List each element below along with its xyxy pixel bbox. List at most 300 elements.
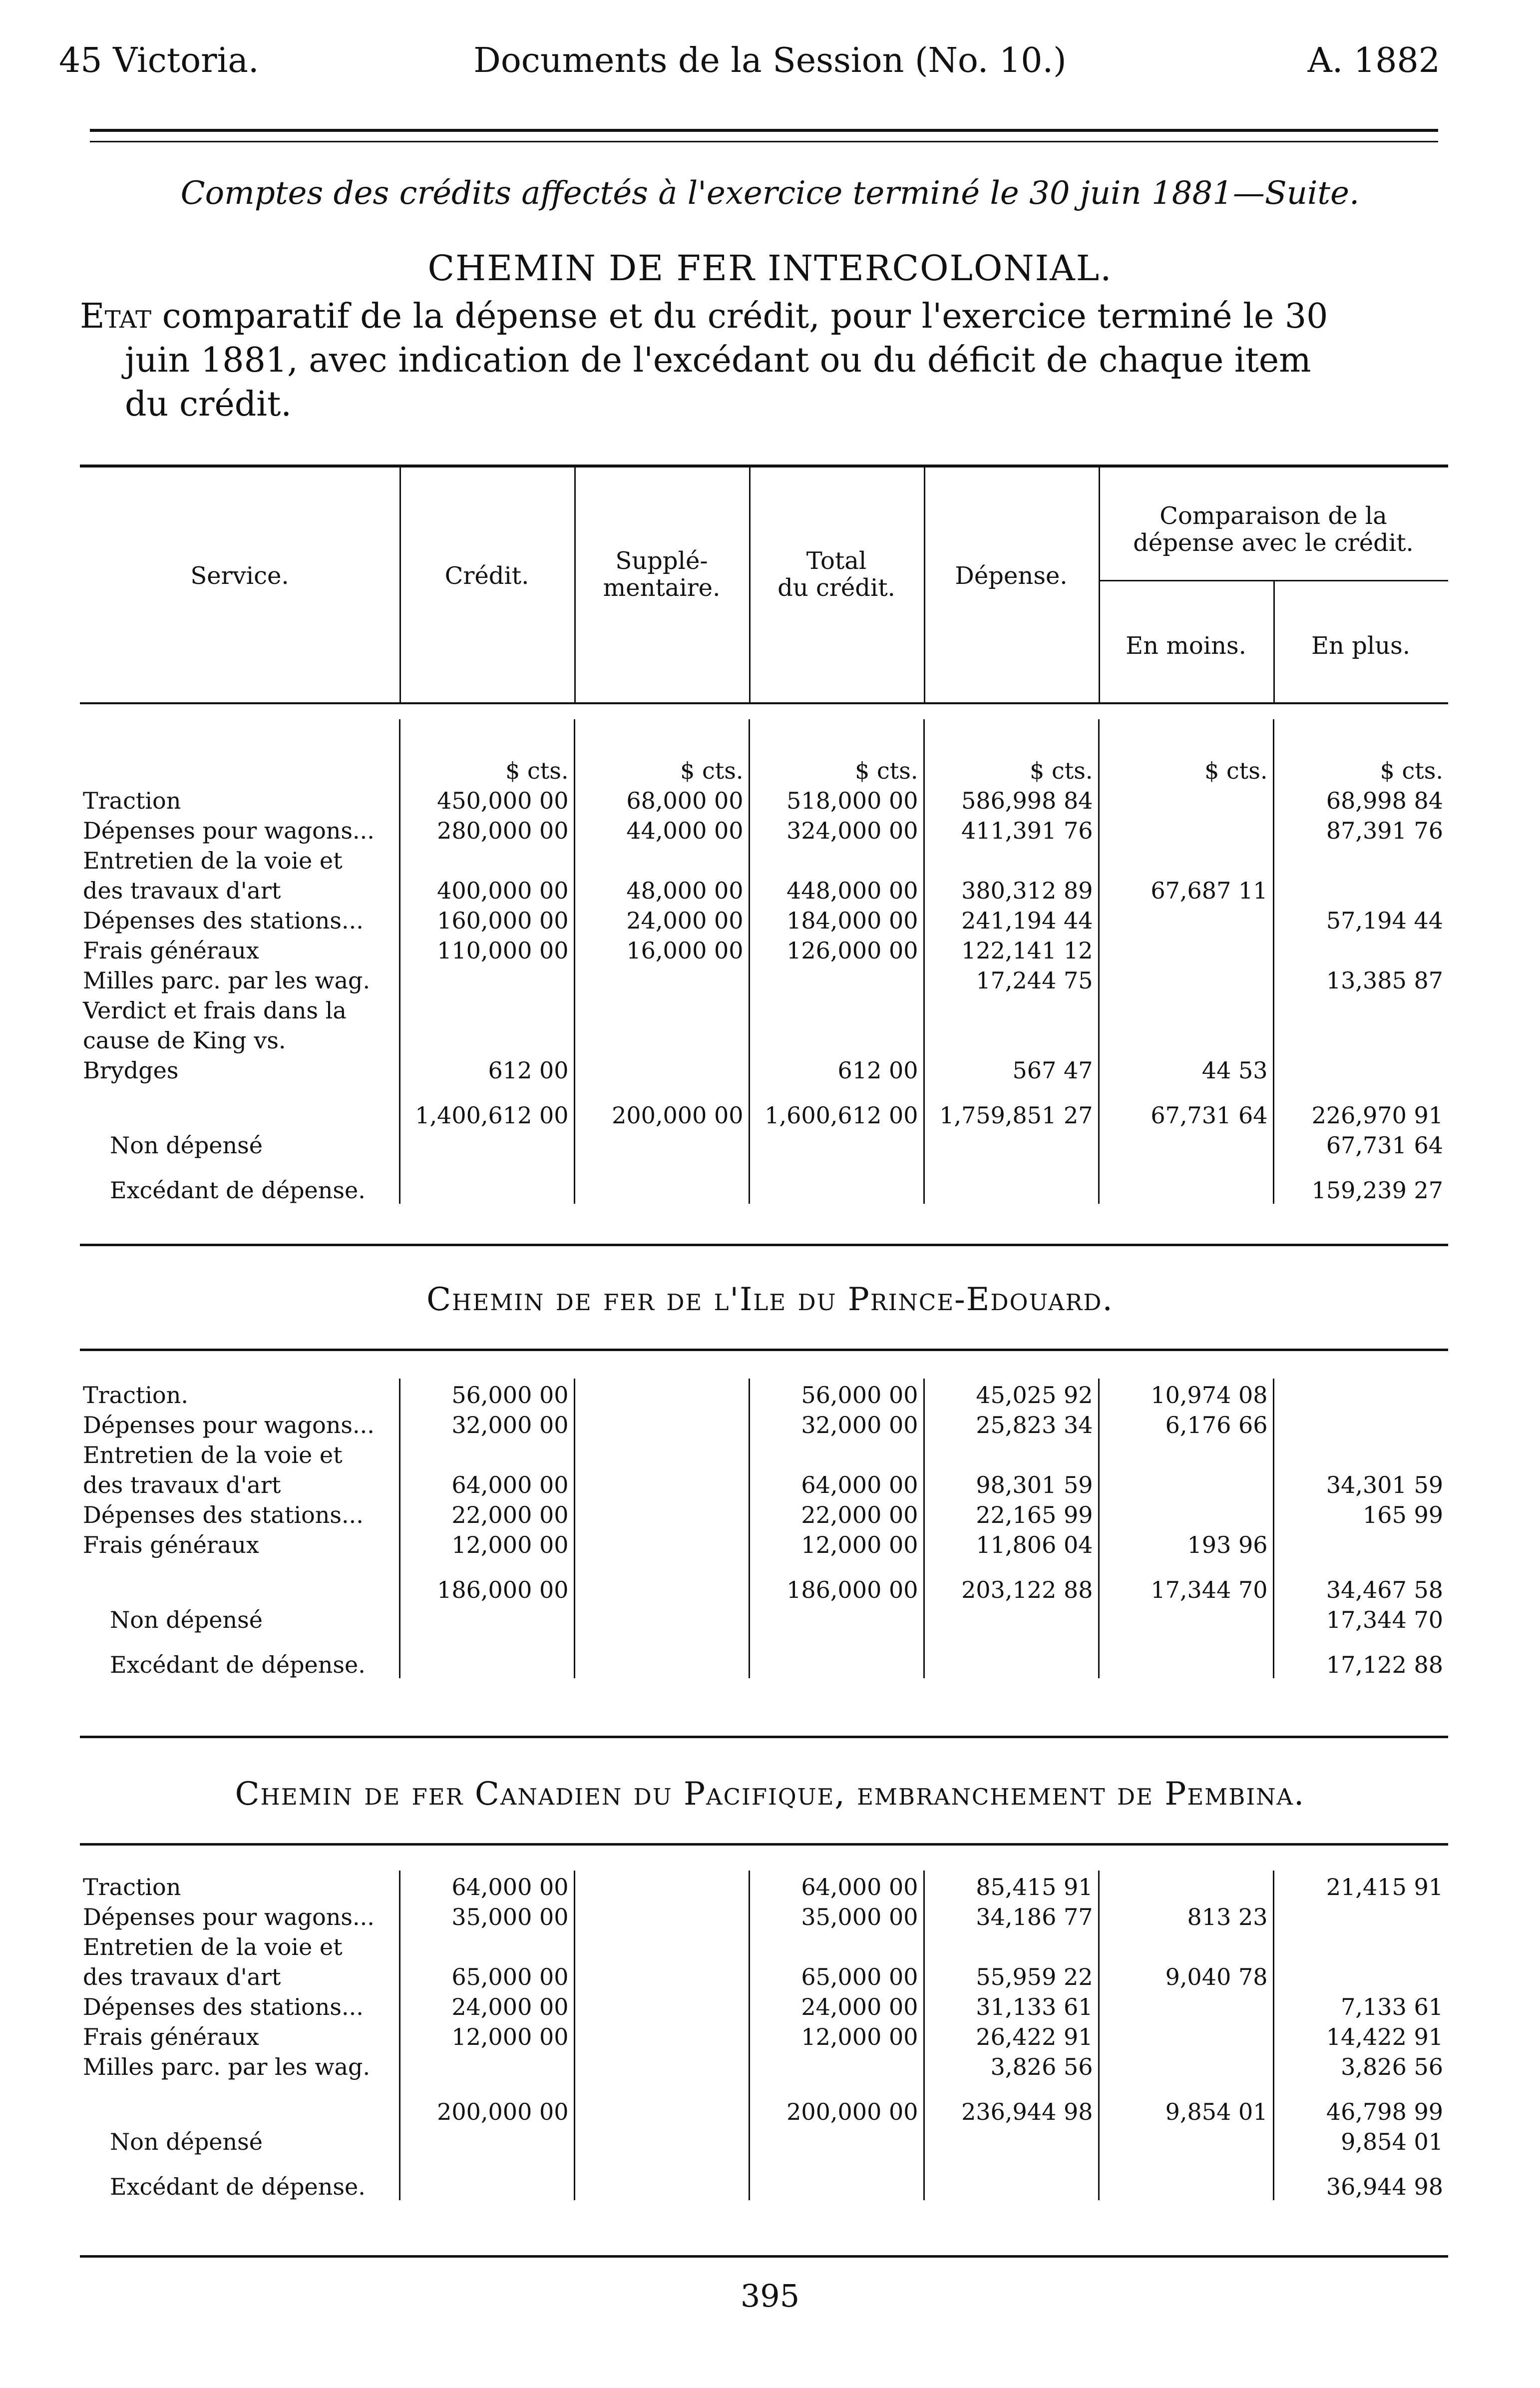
unit-cell: $ cts. (1273, 719, 1448, 784)
credit-cell (399, 964, 574, 994)
en-plus-cell: 34,467 58 (1273, 1558, 1448, 1603)
en-moins-cell (1099, 994, 1273, 1024)
total-cell: 612 00 (749, 1054, 924, 1084)
excedant-label: Excédant de dépense. (110, 1177, 366, 1204)
empty-cell (749, 1603, 924, 1633)
en-plus-cell: 3,826 56 (1273, 2050, 1448, 2080)
credit-cell (399, 1438, 574, 1468)
depense-cell: 11,806 04 (924, 1528, 1099, 1558)
credit-cell: 186,000 00 (399, 1558, 574, 1603)
en-moins-cell: 17,344 70 (1099, 1558, 1273, 1603)
section-rule (80, 2255, 1448, 2258)
supplementaire-cell (574, 1960, 749, 1990)
credit-cell: 1,400,612 00 (399, 1084, 574, 1129)
en-plus-cell (1273, 1960, 1448, 1990)
pembina-title: Chemin de fer Canadien du Pacifique, embranchement de Pembina. (235, 1776, 1305, 1813)
total-cell: 32,000 00 (749, 1409, 924, 1438)
depense-cell: 567 47 (924, 1054, 1099, 1084)
supplementaire-cell: 44,000 00 (574, 814, 749, 844)
service-cell: Traction (83, 1874, 181, 1901)
en-moins-cell: 9,854 01 (1099, 2080, 1273, 2125)
table-row (80, 814, 1448, 844)
empty-cell (399, 1159, 574, 1204)
en-moins-cell (1099, 904, 1273, 934)
en-plus-cell: 46,798 99 (1273, 2080, 1448, 2125)
unit-cell: $ cts. (749, 719, 924, 784)
en-plus-cell (1273, 1054, 1448, 1084)
total-cell (749, 1024, 924, 1054)
total-cell: 518,000 00 (749, 784, 924, 814)
en-plus-cell: 34,301 59 (1273, 1468, 1448, 1498)
credit-cell: 160,000 00 (399, 904, 574, 934)
empty-cell (574, 2125, 749, 2155)
table-row (80, 1024, 1448, 1054)
service-cell (80, 1558, 399, 1603)
empty-cell (574, 1603, 749, 1633)
depense-cell: 31,133 61 (924, 1990, 1099, 2020)
depense-cell: 411,391 76 (924, 814, 1099, 844)
en-plus-cell (1273, 1379, 1448, 1409)
section-rule (80, 1736, 1448, 1738)
credit-cell: 32,000 00 (399, 1409, 574, 1438)
credit-cell: 12,000 00 (399, 2020, 574, 2050)
header-center: Documents de la Session (No. 10.) (473, 41, 1067, 80)
empty-cell (1099, 1603, 1273, 1633)
supplementaire-cell (574, 964, 749, 994)
credit-cell (399, 994, 574, 1024)
en-plus-cell (1273, 1024, 1448, 1054)
en-plus-cell (1273, 994, 1448, 1024)
col-supplementaire-line-2: mentaire. (603, 574, 721, 602)
total-cell (749, 994, 924, 1024)
credit-cell: 65,000 00 (399, 1960, 574, 1990)
service-cell: Dépenses des stations... (83, 1993, 364, 2020)
supplementaire-cell (574, 1498, 749, 1528)
empty-cell (574, 2155, 749, 2200)
service-cell: Dépenses des stations... (83, 1501, 364, 1528)
en-plus-cell: 17,122 88 (1273, 1633, 1448, 1678)
service-cell: Traction (83, 787, 181, 814)
empty-cell (749, 2125, 924, 2155)
depense-cell: 380,312 89 (924, 874, 1099, 904)
supplementaire-cell: 200,000 00 (574, 1084, 749, 1129)
total-cell: 324,000 00 (749, 814, 924, 844)
empty-cell (749, 2155, 924, 2200)
service-cell: Dépenses des stations... (83, 907, 364, 934)
service-cell: Verdict et frais dans la (83, 997, 347, 1024)
depense-cell: 55,959 22 (924, 1960, 1099, 1990)
supplementaire-cell (574, 1379, 749, 1409)
excedant-label: Excédant de dépense. (110, 1651, 366, 1678)
page-number: 395 (740, 2278, 800, 2314)
service-cell: Entretien de la voie et (83, 1441, 343, 1468)
excedant-row (80, 2155, 1448, 2200)
en-moins-cell: 813 23 (1099, 1901, 1273, 1930)
empty-cell (1099, 1129, 1273, 1159)
total-cell (749, 1438, 924, 1468)
totals-row (80, 2080, 1448, 2125)
col-total (749, 547, 924, 601)
supplementaire-cell (574, 1901, 749, 1930)
en-moins-cell: 10,974 08 (1099, 1379, 1273, 1409)
en-plus-cell: 226,970 91 (1273, 1084, 1448, 1129)
empty-cell (574, 1129, 749, 1159)
en-moins-cell (1099, 1438, 1273, 1468)
total-cell: 24,000 00 (749, 1990, 924, 2020)
unit-cell: $ cts. (924, 719, 1099, 784)
header-right: A. 1882 (1307, 41, 1440, 80)
total-cell: 126,000 00 (749, 934, 924, 964)
service-cell: des travaux d'art (83, 877, 281, 904)
depense-cell: 3,826 56 (924, 2050, 1099, 2080)
depense-cell: 241,194 44 (924, 904, 1099, 934)
credit-cell: 35,000 00 (399, 1901, 574, 1930)
table-row (80, 1409, 1448, 1438)
depense-cell (924, 1930, 1099, 1960)
table-row (80, 904, 1448, 934)
page-title: CHEMIN DE FER INTERCOLONIAL. (427, 248, 1113, 289)
depense-cell: 85,415 91 (924, 1871, 1099, 1901)
en-moins-cell (1099, 1871, 1273, 1901)
non-depense-row (80, 1129, 1448, 1159)
depense-cell: 122,141 12 (924, 934, 1099, 964)
supplementaire-cell (574, 2050, 749, 2080)
page-subtitle: Comptes des crédits affectés à l'exercice terminé le 30 juin 1881—Suite. (180, 175, 1360, 212)
credit-cell: 450,000 00 (399, 784, 574, 814)
credit-cell (399, 1930, 574, 1960)
empty-cell (924, 1603, 1099, 1633)
en-plus-cell: 14,422 91 (1273, 2020, 1448, 2050)
empty-cell (574, 1159, 749, 1204)
non-depense-label: Non dépensé (110, 1132, 263, 1159)
col-depense: Dépense. (955, 562, 1068, 590)
col-total-line-2: du crédit. (777, 574, 895, 602)
empty-cell (924, 1159, 1099, 1204)
service-cell: Brydges (83, 1057, 179, 1084)
supplementaire-cell (574, 2020, 749, 2050)
depense-cell: 25,823 34 (924, 1409, 1099, 1438)
depense-cell (924, 994, 1099, 1024)
service-cell: Entretien de la voie et (83, 1933, 343, 1960)
en-moins-cell (1099, 1468, 1273, 1498)
credit-cell: 200,000 00 (399, 2080, 574, 2125)
empty-cell (399, 2155, 574, 2200)
empty-cell (399, 1129, 574, 1159)
en-moins-cell (1099, 814, 1273, 844)
en-plus-cell: 67,731 64 (1273, 1129, 1448, 1159)
supplementaire-cell (574, 1468, 749, 1498)
credit-cell (399, 1024, 574, 1054)
depense-cell: 236,944 98 (924, 2080, 1099, 2125)
service-cell: Dépenses pour wagons... (83, 817, 375, 844)
table-row (80, 1379, 1448, 1409)
depense-cell: 17,244 75 (924, 964, 1099, 994)
service-cell: Traction. (83, 1382, 188, 1409)
col-comparaison-line-1: Comparaison de la (1159, 502, 1387, 530)
empty-cell (749, 1129, 924, 1159)
depense-cell: 586,998 84 (924, 784, 1099, 814)
credit-cell: 612 00 (399, 1054, 574, 1084)
excedant-row (80, 1633, 1448, 1678)
depense-cell (924, 1024, 1099, 1054)
table-row (80, 2020, 1448, 2050)
en-plus-cell: 68,998 84 (1273, 784, 1448, 814)
service-cell (80, 2080, 399, 2125)
service-cell (80, 1084, 399, 1129)
excedant-row (80, 1159, 1448, 1204)
credit-cell (399, 2050, 574, 2080)
depense-cell: 203,122 88 (924, 1558, 1099, 1603)
en-moins-cell: 9,040 78 (1099, 1960, 1273, 1990)
en-plus-cell: 9,854 01 (1273, 2125, 1448, 2155)
supplementaire-cell (574, 994, 749, 1024)
non-depense-label: Non dépensé (110, 2128, 263, 2155)
non-depense-row (80, 2125, 1448, 2155)
intercolonial-table (80, 719, 1448, 1204)
section-rule (80, 1244, 1448, 1246)
table-row (80, 1990, 1448, 2020)
total-cell: 22,000 00 (749, 1498, 924, 1528)
en-plus-cell: 13,385 87 (1273, 964, 1448, 994)
total-cell (749, 964, 924, 994)
empty-cell (1099, 2155, 1273, 2200)
col-credit: Crédit. (444, 562, 529, 590)
en-moins-cell: 6,176 66 (1099, 1409, 1273, 1438)
table-row (80, 1438, 1448, 1468)
en-plus-cell (1273, 1438, 1448, 1468)
supplementaire-cell (574, 1930, 749, 1960)
total-cell: 448,000 00 (749, 874, 924, 904)
unit-cell: $ cts. (574, 719, 749, 784)
total-cell: 12,000 00 (749, 1528, 924, 1558)
unit-cell: $ cts. (1099, 719, 1273, 784)
col-comparaison-line-2: dépense avec le crédit. (1133, 529, 1414, 557)
empty-cell (749, 1159, 924, 1204)
supplementaire-cell (574, 1528, 749, 1558)
en-plus-cell (1273, 844, 1448, 874)
table-row (80, 1468, 1448, 1498)
service-cell: Frais généraux (83, 1531, 259, 1558)
en-moins-cell (1099, 1930, 1273, 1960)
en-moins-cell: 44 53 (1099, 1054, 1273, 1084)
totals-row (80, 1558, 1448, 1603)
table-row (80, 1054, 1448, 1084)
empty-cell (924, 2125, 1099, 2155)
depense-cell: 26,422 91 (924, 2020, 1099, 2050)
en-plus-cell (1273, 934, 1448, 964)
table-row (80, 1960, 1448, 1990)
en-moins-cell (1099, 934, 1273, 964)
credit-cell: 24,000 00 (399, 1990, 574, 2020)
total-cell: 184,000 00 (749, 904, 924, 934)
en-plus-cell (1273, 1528, 1448, 1558)
table-row (80, 1901, 1448, 1930)
credit-cell: 22,000 00 (399, 1498, 574, 1528)
supplementaire-cell (574, 1558, 749, 1603)
empty-cell (1099, 1633, 1273, 1678)
non-depense-label: Non dépensé (110, 1606, 263, 1633)
pembina-table (80, 1871, 1448, 2200)
total-cell: 12,000 00 (749, 2020, 924, 2050)
supplementaire-cell: 16,000 00 (574, 934, 749, 964)
credit-cell: 110,000 00 (399, 934, 574, 964)
en-moins-cell (1099, 1498, 1273, 1528)
statement-line-1: comparatif de la dépense et du crédit, pour l'exercice terminé le 30 (162, 297, 1328, 336)
depense-cell (924, 1438, 1099, 1468)
section-rule (80, 1843, 1448, 1846)
en-plus-cell: 7,133 61 (1273, 1990, 1448, 2020)
supplementaire-cell (574, 1024, 749, 1054)
credit-cell: 12,000 00 (399, 1528, 574, 1558)
statement-line-3: du crédit. (125, 385, 292, 424)
depense-cell: 34,186 77 (924, 1901, 1099, 1930)
en-moins-cell: 193 96 (1099, 1528, 1273, 1558)
total-cell: 186,000 00 (749, 1558, 924, 1603)
table-row (80, 784, 1448, 814)
empty-cell (574, 1633, 749, 1678)
service-cell: cause de King vs. (83, 1027, 286, 1054)
total-cell: 65,000 00 (749, 1960, 924, 1990)
en-moins-cell: 67,731 64 (1099, 1084, 1273, 1129)
unit-cell: $ cts. (399, 719, 574, 784)
col-service: Service. (190, 562, 289, 590)
credit-cell: 280,000 00 (399, 814, 574, 844)
pei-table (80, 1379, 1448, 1678)
col-en-plus: En plus. (1311, 632, 1411, 660)
statement-lead: Etat (80, 297, 152, 336)
pei-title: Chemin de fer de l'Ile du Prince-Edouard. (426, 1281, 1114, 1318)
running-header (0, 0, 1540, 110)
col-comparaison (1099, 502, 1448, 556)
empty-cell (399, 1603, 574, 1633)
credit-cell: 64,000 00 (399, 1871, 574, 1901)
empty-cell (749, 1633, 924, 1678)
col-total-line-1: Total (806, 547, 867, 575)
en-moins-cell (1099, 2050, 1273, 2080)
service-cell: Frais généraux (83, 937, 259, 964)
en-plus-cell: 57,194 44 (1273, 904, 1448, 934)
en-moins-cell (1099, 1024, 1273, 1054)
statement-paragraph (80, 295, 1448, 427)
en-plus-cell: 17,344 70 (1273, 1603, 1448, 1633)
column-header (80, 465, 1448, 704)
col-supplementaire (574, 547, 749, 601)
total-cell: 64,000 00 (749, 1468, 924, 1498)
header-rule (90, 129, 1438, 142)
header-left: 45 Victoria. (59, 41, 259, 80)
supplementaire-cell: 48,000 00 (574, 874, 749, 904)
depense-cell: 45,025 92 (924, 1379, 1099, 1409)
supplementaire-cell: 68,000 00 (574, 784, 749, 814)
en-plus-cell: 36,944 98 (1273, 2155, 1448, 2200)
empty-cell (924, 2155, 1099, 2200)
credit-cell: 64,000 00 (399, 1468, 574, 1498)
en-moins-cell (1099, 964, 1273, 994)
supplementaire-cell: 24,000 00 (574, 904, 749, 934)
table-row (80, 964, 1448, 994)
en-moins-cell (1099, 844, 1273, 874)
totals-row (80, 1084, 1448, 1129)
total-cell: 56,000 00 (749, 1379, 924, 1409)
service-cell: des travaux d'art (83, 1963, 281, 1990)
en-plus-cell (1273, 874, 1448, 904)
service-cell: Milles parc. par les wag. (83, 2053, 371, 2080)
service-cell: Dépenses pour wagons... (83, 1904, 375, 1930)
en-plus-cell: 159,239 27 (1273, 1159, 1448, 1204)
supplementaire-cell (574, 1409, 749, 1438)
empty-cell (1099, 2125, 1273, 2155)
table-row (80, 994, 1448, 1024)
en-plus-cell (1273, 1930, 1448, 1960)
en-plus-cell: 21,415 91 (1273, 1871, 1448, 1901)
table-row (80, 2050, 1448, 2080)
supplementaire-cell (574, 1054, 749, 1084)
table-row (80, 1528, 1448, 1558)
supplementaire-cell (574, 1871, 749, 1901)
total-cell: 35,000 00 (749, 1901, 924, 1930)
total-cell: 1,600,612 00 (749, 1084, 924, 1129)
total-cell (749, 2050, 924, 2080)
table-row (80, 1498, 1448, 1528)
table-row (80, 844, 1448, 874)
col-en-moins: En moins. (1126, 632, 1246, 660)
units-row (80, 719, 1448, 784)
empty-cell (399, 1633, 574, 1678)
service-cell: Entretien de la voie et (83, 847, 343, 874)
credit-cell: 56,000 00 (399, 1379, 574, 1409)
depense-cell: 22,165 99 (924, 1498, 1099, 1528)
en-moins-cell (1099, 784, 1273, 814)
supplementaire-cell (574, 2080, 749, 2125)
en-moins-cell (1099, 1990, 1273, 2020)
empty-cell (924, 1633, 1099, 1678)
depense-cell: 1,759,851 27 (924, 1084, 1099, 1129)
excedant-label: Excédant de dépense. (110, 2173, 366, 2200)
empty-cell (399, 2125, 574, 2155)
section-rule (80, 1349, 1448, 1351)
table-row (80, 934, 1448, 964)
table-row (80, 1871, 1448, 1901)
empty-cell (1099, 1159, 1273, 1204)
en-plus-cell (1273, 1409, 1448, 1438)
unit-cell (80, 719, 399, 784)
en-plus-cell (1273, 1901, 1448, 1930)
depense-cell: 98,301 59 (924, 1468, 1099, 1498)
en-moins-cell (1099, 2020, 1273, 2050)
credit-cell: 400,000 00 (399, 874, 574, 904)
service-cell: Frais généraux (83, 2023, 259, 2050)
en-plus-cell: 165 99 (1273, 1498, 1448, 1528)
supplementaire-cell (574, 1438, 749, 1468)
supplementaire-cell (574, 1990, 749, 2020)
total-cell (749, 844, 924, 874)
en-plus-cell: 87,391 76 (1273, 814, 1448, 844)
service-cell: des travaux d'art (83, 1471, 281, 1498)
depense-cell (924, 844, 1099, 874)
non-depense-row (80, 1603, 1448, 1633)
service-cell: Dépenses pour wagons... (83, 1412, 375, 1438)
col-supplementaire-line-1: Supplé- (615, 547, 708, 575)
credit-cell (399, 844, 574, 874)
total-cell: 64,000 00 (749, 1871, 924, 1901)
statement-line-2: juin 1881, avec indication de l'excédant ou du déficit de chaque item (125, 341, 1311, 380)
total-cell: 200,000 00 (749, 2080, 924, 2125)
total-cell (749, 1930, 924, 1960)
service-cell: Milles parc. par les wag. (83, 967, 371, 994)
supplementaire-cell (574, 844, 749, 874)
en-moins-cell: 67,687 11 (1099, 874, 1273, 904)
table-row (80, 1930, 1448, 1960)
